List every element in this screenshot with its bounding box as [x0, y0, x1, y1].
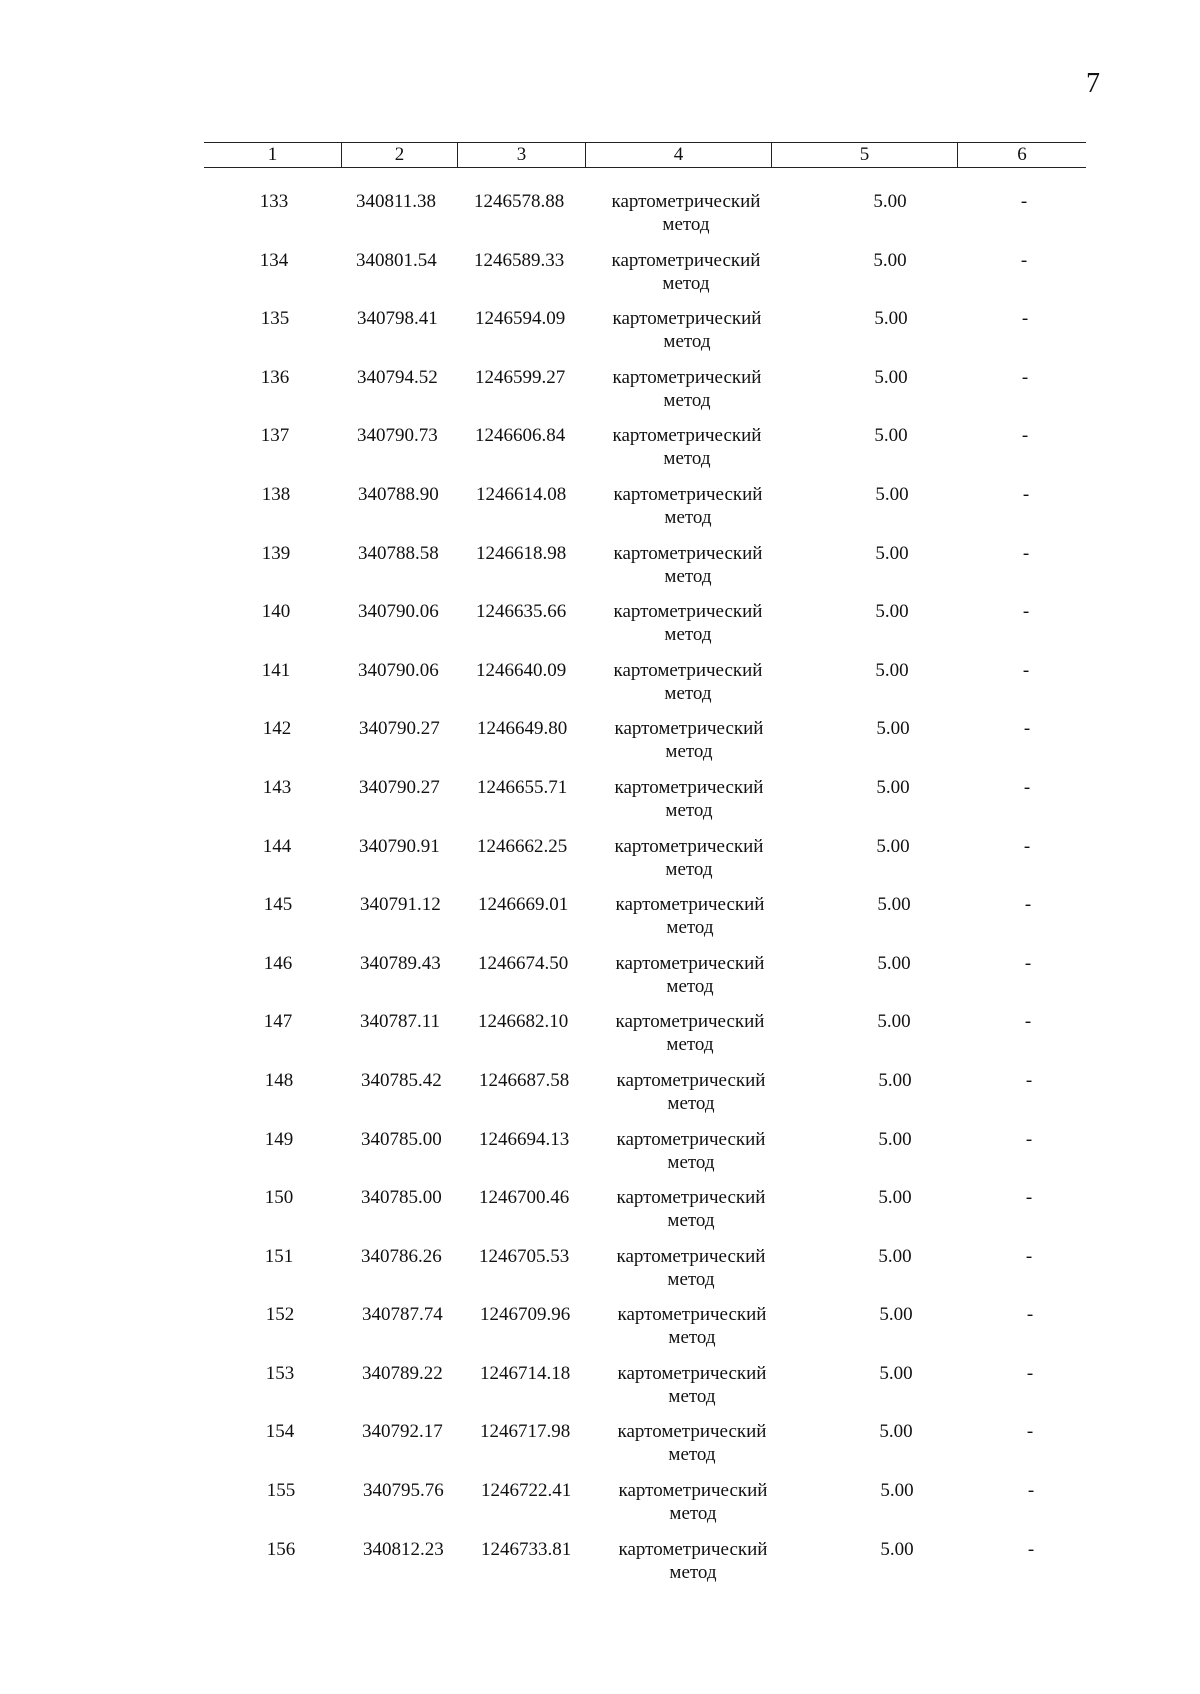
method-line-2: метод	[668, 1385, 716, 1407]
table-body	[204, 190, 1104, 1596]
description-value: -	[1026, 1304, 1034, 1326]
point-number: 135	[260, 308, 290, 330]
description-value: -	[1025, 1069, 1033, 1091]
coordinate-x: 340785.00	[361, 1187, 442, 1209]
table-row	[204, 1303, 1104, 1362]
coordinate-x: 340790.91	[359, 835, 440, 857]
coordinate-y: 1246674.50	[478, 952, 569, 974]
coordinate-x: 340812.23	[363, 1538, 444, 1560]
method-line-2: метод	[666, 917, 714, 939]
point-number: 134	[259, 249, 289, 271]
method-line-1: картометрический	[617, 1304, 767, 1326]
accuracy-value: 5.00	[873, 249, 907, 271]
method-cell	[593, 1538, 793, 1584]
method-line-1: картометрический	[611, 249, 761, 271]
description-value: -	[1024, 894, 1032, 916]
coordinate-x: 340787.74	[362, 1304, 443, 1326]
description-value: -	[1023, 718, 1031, 740]
coordinate-y: 1246682.10	[478, 1011, 569, 1033]
method-cell	[588, 483, 788, 529]
column-header-6: 6	[1017, 144, 1027, 165]
method-cell	[592, 1362, 792, 1408]
coordinate-y: 1246662.25	[477, 835, 568, 857]
accuracy-value: 5.00	[876, 835, 910, 857]
method-line-1: картометрический	[616, 1128, 766, 1150]
coordinate-y: 1246714.18	[480, 1362, 571, 1384]
method-cell	[590, 893, 790, 939]
method-line-2: метод	[665, 741, 713, 763]
coordinate-x: 340785.00	[361, 1128, 442, 1150]
table-row	[204, 659, 1104, 718]
method-line-1: картометрический	[613, 601, 763, 623]
accuracy-value: 5.00	[879, 1421, 913, 1443]
method-line-1: картометрический	[615, 894, 765, 916]
coordinate-y: 1246705.53	[479, 1245, 570, 1267]
coordinate-y: 1246669.01	[478, 894, 569, 916]
coordinate-y: 1246709.96	[480, 1304, 571, 1326]
method-line-1: картометрический	[617, 1421, 767, 1443]
method-line-1: картометрический	[613, 483, 763, 505]
accuracy-value: 5.00	[878, 1245, 912, 1267]
point-number: 147	[263, 1011, 293, 1033]
description-value: -	[1022, 483, 1030, 505]
accuracy-value: 5.00	[878, 1069, 912, 1091]
accuracy-value: 5.00	[880, 1480, 914, 1502]
coordinate-x: 340787.11	[360, 1011, 441, 1033]
method-line-1: картометрический	[618, 1538, 768, 1560]
point-number: 151	[264, 1245, 294, 1267]
column-header-5: 5	[772, 143, 958, 167]
accuracy-value: 5.00	[875, 542, 909, 564]
method-line-1: картометрический	[615, 1011, 765, 1033]
table-row	[204, 1362, 1104, 1421]
method-line-2: метод	[663, 448, 711, 470]
method-line-2: метод	[668, 1327, 716, 1349]
accuracy-value: 5.00	[877, 1011, 911, 1033]
method-line-2: метод	[668, 1444, 716, 1466]
method-line-2: метод	[667, 1268, 715, 1290]
coordinate-x: 340789.43	[360, 952, 441, 974]
point-number: 155	[266, 1480, 296, 1502]
table-row	[204, 1128, 1104, 1187]
coordinate-x: 340788.90	[358, 483, 439, 505]
method-cell	[587, 424, 787, 470]
point-number: 145	[263, 894, 293, 916]
table-row	[204, 1069, 1104, 1128]
method-cell	[591, 1128, 791, 1174]
point-number: 156	[266, 1538, 296, 1560]
point-number: 144	[262, 835, 292, 857]
description-value: -	[1026, 1421, 1034, 1443]
description-value: -	[1027, 1480, 1035, 1502]
table-row	[204, 307, 1104, 366]
table-row	[204, 1010, 1104, 1069]
method-line-2: метод	[664, 624, 712, 646]
table-row	[204, 776, 1104, 835]
description-value: -	[1024, 1011, 1032, 1033]
coordinate-y: 1246687.58	[479, 1069, 570, 1091]
table-row	[204, 542, 1104, 601]
method-line-1: картометрический	[618, 1480, 768, 1502]
coordinate-x: 340795.76	[363, 1480, 444, 1502]
coordinate-y: 1246700.46	[479, 1187, 570, 1209]
table-row	[204, 893, 1104, 952]
method-cell	[590, 952, 790, 998]
description-value: -	[1021, 308, 1029, 330]
table-row	[204, 1245, 1104, 1304]
point-number: 152	[265, 1304, 295, 1326]
method-line-2: метод	[665, 799, 713, 821]
coordinate-y: 1246694.13	[479, 1128, 570, 1150]
point-number: 146	[263, 952, 293, 974]
description-value: -	[1025, 1128, 1033, 1150]
table-row	[204, 483, 1104, 542]
table-row	[204, 717, 1104, 776]
table-row	[204, 1420, 1104, 1479]
method-line-2: метод	[664, 682, 712, 704]
table-row	[204, 952, 1104, 1011]
coordinate-y: 1246649.80	[477, 718, 568, 740]
accuracy-value: 5.00	[875, 659, 909, 681]
table-row	[204, 600, 1104, 659]
description-value: -	[1027, 1538, 1035, 1560]
column-header-1: 1	[204, 143, 342, 167]
method-line-1: картометрический	[612, 308, 762, 330]
coordinate-x: 340801.54	[356, 249, 437, 271]
description-value: -	[1024, 952, 1032, 974]
method-cell	[586, 190, 786, 236]
description-value: -	[1023, 776, 1031, 798]
method-line-1: картометрический	[616, 1069, 766, 1091]
coordinate-x: 340786.26	[361, 1245, 442, 1267]
method-line-1: картометрический	[615, 952, 765, 974]
coordinate-x: 340788.58	[358, 542, 439, 564]
coordinate-x: 340785.42	[361, 1069, 442, 1091]
point-number: 138	[261, 483, 291, 505]
description-value: -	[1021, 425, 1029, 447]
method-cell	[592, 1303, 792, 1349]
point-number: 150	[264, 1187, 294, 1209]
description-value: -	[1022, 601, 1030, 623]
method-line-2: метод	[664, 565, 712, 587]
description-value: -	[1026, 1362, 1034, 1384]
point-number: 149	[264, 1128, 294, 1150]
point-number: 154	[265, 1421, 295, 1443]
point-number: 148	[264, 1069, 294, 1091]
coordinate-y: 1246606.84	[475, 425, 566, 447]
table-row	[204, 835, 1104, 894]
coordinate-y: 1246618.98	[476, 542, 567, 564]
column-header-4: 4	[586, 143, 772, 167]
table-row	[204, 249, 1104, 308]
accuracy-value: 5.00	[876, 718, 910, 740]
method-line-1: картометрический	[613, 659, 763, 681]
coordinate-x: 340794.52	[357, 366, 438, 388]
method-line-1: картометрический	[614, 718, 764, 740]
method-cell	[589, 717, 789, 763]
description-value: -	[1020, 191, 1028, 212]
method-cell	[591, 1245, 791, 1291]
table-row	[204, 1479, 1104, 1538]
coordinate-x: 340811.38	[356, 191, 437, 212]
description-value: -	[1020, 249, 1028, 271]
coordinate-x: 340790.06	[358, 659, 439, 681]
coordinate-x: 340798.41	[357, 308, 438, 330]
description-value: -	[1025, 1187, 1033, 1209]
accuracy-value: 5.00	[873, 191, 907, 212]
accuracy-value: 5.00	[875, 601, 909, 623]
coordinate-y: 1246640.09	[476, 659, 567, 681]
method-line-2: метод	[667, 1210, 715, 1232]
method-line-2: метод	[665, 858, 713, 880]
coordinate-x: 340790.06	[358, 601, 439, 623]
method-line-1: картометрический	[613, 542, 763, 564]
point-number: 143	[262, 776, 292, 798]
column-header-2: 2	[342, 143, 458, 167]
method-line-2: метод	[667, 1151, 715, 1173]
method-line-1: картометрический	[616, 1245, 766, 1267]
method-line-2: метод	[667, 1092, 715, 1114]
accuracy-value: 5.00	[875, 483, 909, 505]
accuracy-value: 5.00	[876, 776, 910, 798]
method-line-1: картометрический	[614, 776, 764, 798]
point-number: 136	[260, 366, 290, 388]
method-line-1: картометрический	[612, 425, 762, 447]
table-row	[204, 366, 1104, 425]
method-line-2: метод	[662, 272, 710, 294]
method-line-2: метод	[669, 1561, 717, 1583]
accuracy-value: 5.00	[874, 366, 908, 388]
accuracy-value: 5.00	[878, 1128, 912, 1150]
accuracy-value: 5.00	[879, 1304, 913, 1326]
table-row	[204, 1538, 1104, 1597]
point-number: 141	[261, 659, 291, 681]
coordinate-y: 1246733.81	[481, 1538, 572, 1560]
method-line-2: метод	[666, 1034, 714, 1056]
coordinate-x: 340790.27	[359, 718, 440, 740]
column-header-3: 3	[458, 143, 586, 167]
table-row	[204, 190, 1104, 249]
table-row	[204, 1186, 1104, 1245]
description-value: -	[1021, 366, 1029, 388]
method-line-2: метод	[664, 506, 712, 528]
accuracy-value: 5.00	[877, 894, 911, 916]
accuracy-value: 5.00	[879, 1362, 913, 1384]
description-value: -	[1023, 835, 1031, 857]
point-number: 137	[260, 425, 290, 447]
accuracy-value: 5.00	[874, 308, 908, 330]
coordinate-x: 340790.73	[357, 425, 438, 447]
point-number: 142	[262, 718, 292, 740]
coordinate-y: 1246578.88	[474, 191, 565, 212]
method-cell	[591, 1186, 791, 1232]
method-cell	[593, 1479, 793, 1525]
coordinate-x: 340792.17	[362, 1421, 443, 1443]
method-cell	[588, 659, 788, 705]
method-line-1: картометрический	[616, 1187, 766, 1209]
accuracy-value: 5.00	[877, 952, 911, 974]
table-header	[204, 142, 1086, 168]
coordinate-y: 1246655.71	[477, 776, 568, 798]
method-cell	[590, 1010, 790, 1056]
method-line-2: метод	[663, 331, 711, 353]
method-cell	[589, 835, 789, 881]
table-row	[204, 424, 1104, 483]
coordinate-x: 340791.12	[360, 894, 441, 916]
coordinate-x: 340790.27	[359, 776, 440, 798]
method-line-1: картометрический	[614, 835, 764, 857]
method-line-2: метод	[663, 389, 711, 411]
method-cell	[588, 542, 788, 588]
method-line-2: метод	[666, 975, 714, 997]
coordinate-x: 340789.22	[362, 1362, 443, 1384]
method-line-2: метод	[662, 214, 710, 235]
method-cell	[588, 600, 788, 646]
method-line-1: картометрический	[617, 1362, 767, 1384]
method-cell	[587, 307, 787, 353]
coordinate-y: 1246722.41	[481, 1480, 572, 1502]
point-number: 133	[259, 191, 289, 212]
accuracy-value: 5.00	[874, 425, 908, 447]
description-value: -	[1022, 542, 1030, 564]
description-value: -	[1025, 1245, 1033, 1267]
point-number: 140	[261, 601, 291, 623]
accuracy-value: 5.00	[878, 1187, 912, 1209]
method-line-1: картометрический	[612, 366, 762, 388]
method-cell	[587, 366, 787, 412]
coordinate-y: 1246599.27	[475, 366, 566, 388]
coordinate-y: 1246594.09	[475, 308, 566, 330]
method-cell	[589, 776, 789, 822]
point-number: 153	[265, 1362, 295, 1384]
method-cell	[592, 1420, 792, 1466]
method-line-1: картометрический	[611, 191, 761, 212]
method-cell	[591, 1069, 791, 1115]
method-line-2: метод	[669, 1503, 717, 1525]
coordinate-y: 1246614.08	[476, 483, 567, 505]
point-number: 139	[261, 542, 291, 564]
accuracy-value: 5.00	[880, 1538, 914, 1560]
method-cell	[586, 249, 786, 295]
coordinate-y: 1246717.98	[480, 1421, 571, 1443]
page-number: 7	[1086, 68, 1100, 99]
coordinate-y: 1246635.66	[476, 601, 567, 623]
coordinate-y: 1246589.33	[474, 249, 565, 271]
description-value: -	[1022, 659, 1030, 681]
